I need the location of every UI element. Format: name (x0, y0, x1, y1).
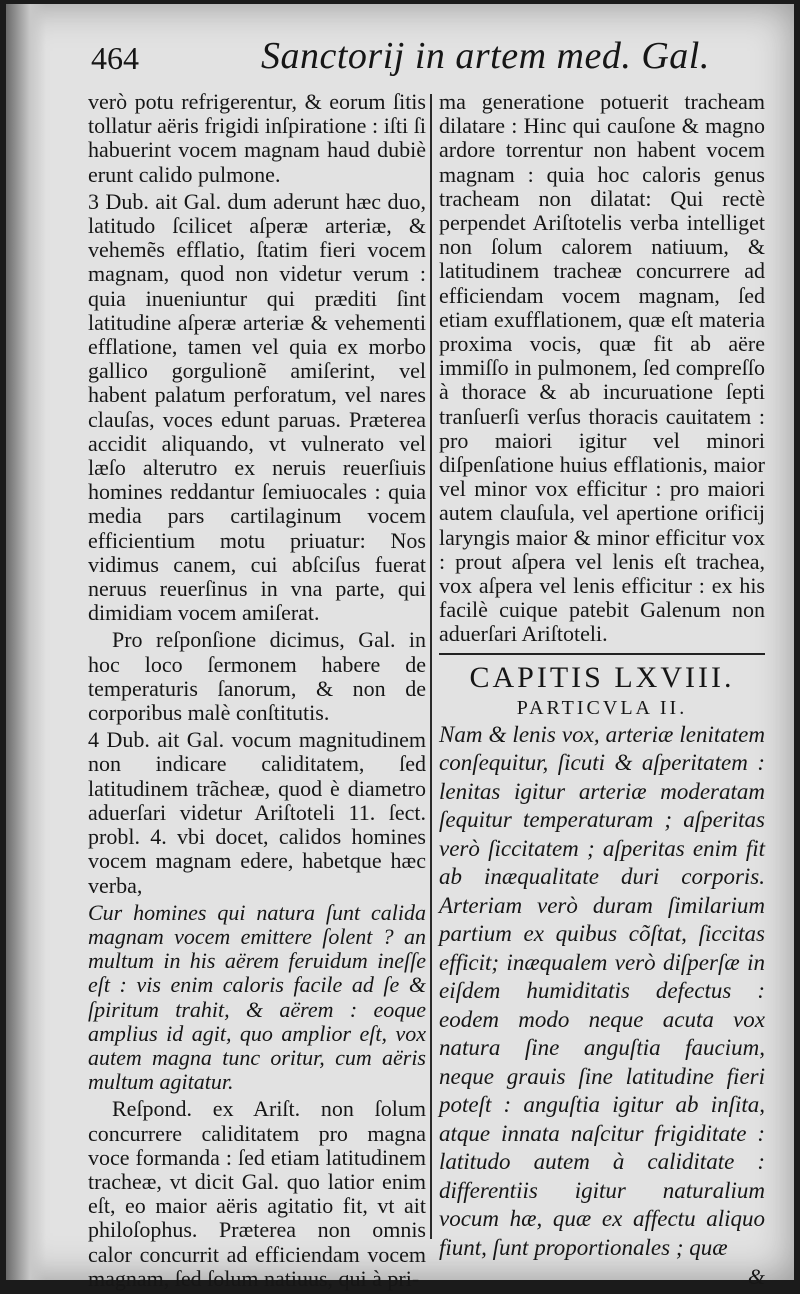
book-page (6, 4, 794, 1291)
quotation: Cur homines qui natura ſunt calida magnam vocem emittere ſolent ? an multum in his aërem feruidum ineſſe eſt : vis enim caloris facile ad ſe & ſpiritum trahit, & aërem : eoque amplius id agit, quo amplior eſt, vox autem magna tunc oritur, cum aëris multum agitatur. (88, 899, 426, 1095)
section-rule (439, 653, 765, 655)
paragraph: ma generatione potuerit tracheam dilatare : Hinc qui cauſone & magno ardore torrentur non habent vocem magnam : quia hoc caloris genus tracheam non dilatat: Qui rectè perpendet Ariſtotelis verba intelliget non ſolum calorem natiuum, & latitudinem tracheæ concurrere ad efficiendam vocem magnam, ſed etiam exufflationem, quæ eſt materia proxima vocis, quæ fit ab aëre immiſſo in pulmonem, ſed compreſſo à thorace & ab incuruatione ſepti tranſuerſi verſus thoracis cauitatem : pro maiori igitur vel minori diſpenſatione huius efflationis, maior vel minor vox efficitur : pro maiori autem clauſula, vel apertione orificij laryngis maior & minor efficitur vox : prout aſpera vel lenis eſt trachea, vox aſpera vel lenis efficitur : ex his facilè cuique patebit Galenum non aduerſari Ariſtoteli. (439, 89, 765, 647)
page-number: 464 (91, 40, 139, 76)
catchword: & (747, 1264, 765, 1290)
chapter-subtitle: PARTICVLA II. (516, 696, 688, 719)
paragraph: Reſpond. ex Ariſt. non ſolum concurrere caliditatem pro magna voce formanda : ſed etiam latitudinem tracheæ, vt dicit Gal. quo latior enim eſt, eo maior aëris agitatio fit, vt ait philoſophus. Præterea non omnis calor concurrit ad efficiendam vocem magnam, ſed ſolum natiuus, qui à pri- (88, 1096, 426, 1291)
page-gutter-shadow (6, 4, 46, 1280)
paragraph: verò potu refrigerentur, & eorum ſitis tollatur aëris frigidi inſpiratione : iſti ſi habuerint vocem magnam haud dubiè erunt calido pulmone. (88, 89, 426, 187)
paragraph: 3 Dub. ait Gal. dum aderunt hæc duo, latitudo ſcilicet aſperæ arteriæ, & vehemẽs efflatio, ſtatim fieri vocem magnam, quod non videtur verum : quia inueniuntur qui præditi ſint latitudine aſperæ arteriæ & vehementi efflatione, tamen vel quia ex morbo gallico gorgulionẽ amiſerint, vel habent palatum perforatum, vel nares clauſas, voces edunt paruas. Præterea accidit aliquando, vt vulnerato vel læſo alterutro ex neruis reuerſiuis homines reddantur ſemiuocales : quia media pars cartilaginum vocem efficientium motu priuatur: Nos vidimus canem, cui abſciſus fuerat neruus reuerſinus in vna parte, qui dimidiam vocem amiſerat. (88, 188, 426, 626)
commentary-text: Nam & lenis vox, arteriæ lenitatem conſequitur, ſicuti & aſperitatem : lenitas igitur arteriæ moderatam ſequitur temperaturam ; aſperitas verò ſiccitatem ; aſperitas enim fit ab inæqualitate duri corporis. Arteriam verò duram ſimilarium partium ex quibus cõſtat, ſiccitas efficit; inæqualem verò diſperſæ in eiſdem humiditatis defectus : eodem modo neque acuta vox natura ſine anguſtia faucium, neque grauis ſine latitudine fieri poteſt : anguſtia igitur ab inſita, atque innata naſcitur frigiditate : latitudo autem à caliditate : differentiis igitur naturalium vocum hæ, quæ ex affectu aliquo fiunt, ſunt proportionales ; quæ (439, 721, 765, 1260)
chapter-title: CAPITIS LXVIII. (469, 660, 735, 694)
column-divider (430, 94, 432, 1239)
left-column (88, 90, 426, 1294)
right-column (439, 90, 765, 1289)
page-header (91, 26, 754, 86)
paragraph: 4 Dub. ait Gal. vocum magnitudinem non indicare caliditatem, ſed latitudinem trãcheæ, quod è diametro aduerſari videtur Ariſtoteli 11. ſect. probl. 4. vbi docet, calidos homines vocem magnam edere, habetque hæc verba, (88, 727, 426, 898)
paragraph: Pro reſponſione dicimus, Gal. in hoc loco ſermonem habere de temperaturis ſanorum, & non de corporibus malè conſtitutis. (88, 627, 426, 726)
running-head: Sanctorij in artem med. Gal. (261, 35, 710, 77)
